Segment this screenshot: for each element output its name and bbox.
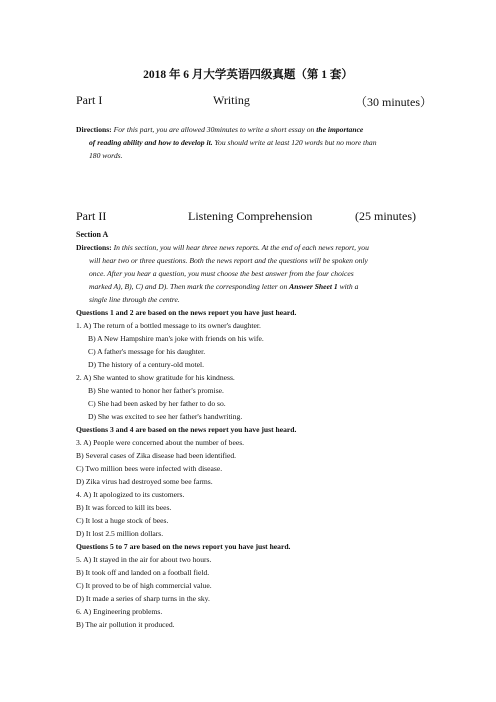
question-4-option-b: B) It was forced to kill its bees.: [76, 503, 172, 512]
question-group-heading: Questions 5 to 7 are based on the news report you have just heard.: [76, 542, 291, 551]
question-5-option-a: 5. A) It stayed in the air for about two hours.: [76, 555, 212, 564]
question-2-option-a: 2. A) She wanted to show gratitude for his kindness.: [76, 373, 235, 382]
listening-directions-line-4: marked A), B), C) and D). Then mark the corresponding letter on Answer Sheet 1 with a: [89, 282, 359, 291]
question-3-option-a: 3. A) People were concerned about the number of bees.: [76, 438, 245, 447]
writing-directions-line-2: of reading ability and how to develop it. You should write at least 120 words but no more than: [89, 138, 377, 147]
section-a-heading: Section A: [76, 230, 109, 239]
listening-directions-line-2: will hear two or three questions. Both the news report and the questions will be spoken only: [89, 256, 368, 265]
question-6-option-b: B) The air pollution it produced.: [76, 620, 175, 629]
question-1-option-d: D) The history of a century-old motel.: [88, 360, 205, 369]
part-2-label: Part II: [76, 209, 107, 223]
question-3-option-b: B) Several cases of Zika disease had been identified.: [76, 451, 237, 460]
question-2-option-b: B) She wanted to honor her father's promise.: [88, 386, 224, 395]
document-title: 2018 年 6 月大学英语四级真题（第 1 套）: [143, 69, 353, 81]
answer-sheet-reference: Answer Sheet 1: [289, 282, 338, 291]
writing-directions-line-1: Directions: For this part, you are allowed 30minutes to write a short essay on the importance: [76, 125, 364, 134]
question-4-option-c: C) It lost a huge stock of bees.: [76, 516, 169, 525]
question-1-option-a: 1. A) The return of a bottled message to its owner's daughter.: [76, 321, 261, 330]
question-2-option-d: D) She was excited to see her father's handwriting.: [88, 412, 243, 421]
question-group-heading: Questions 1 and 2 are based on the news report you have just heard.: [76, 308, 297, 317]
question-1-option-c: C) A father's message for his daughter.: [88, 347, 206, 356]
question-3-option-c: C) Two million bees were infected with disease.: [76, 464, 223, 473]
listening-directions-line-3: once. After you hear a question, you must choose the best answer from the four choices: [89, 269, 354, 278]
listening-directions-line-1: Directions: In this section, you will hear three news reports. At the end of each news report, you: [76, 243, 369, 252]
question-3-option-d: D) Zika virus had destroyed some bee farms.: [76, 477, 213, 486]
part-1-label: Part I: [76, 93, 103, 107]
part-1-time: （30 minutes）: [355, 95, 432, 109]
question-5-option-b: B) It took off and landed on a football field.: [76, 568, 210, 577]
listening-directions-label: Directions:: [76, 243, 112, 252]
question-1-option-b: B) A New Hampshire man's joke with friends on his wife.: [88, 334, 264, 343]
question-group-heading: Questions 3 and 4 are based on the news report you have just heard.: [76, 425, 297, 434]
part-1-name: Writing: [213, 93, 250, 107]
question-5-option-d: D) It made a series of sharp turns in the sky.: [76, 594, 210, 603]
question-2-option-c: C) She had been asked by her father to do so.: [88, 399, 226, 408]
listening-directions-line-5: single line through the centre.: [89, 295, 180, 304]
question-6-option-a: 6. A) Engineering problems.: [76, 607, 163, 616]
writing-directions-label: Directions:: [76, 125, 112, 134]
part-2-name: Listening Comprehension: [188, 209, 313, 223]
writing-directions-line-3: 180 words.: [89, 151, 123, 160]
question-5-option-c: C) It proved to be of high commercial value.: [76, 581, 212, 590]
question-4-option-a: 4. A) It apologized to its customers.: [76, 490, 185, 499]
question-4-option-d: D) It lost 2.5 million dollars.: [76, 529, 164, 538]
part-2-time: (25 minutes): [355, 209, 416, 223]
